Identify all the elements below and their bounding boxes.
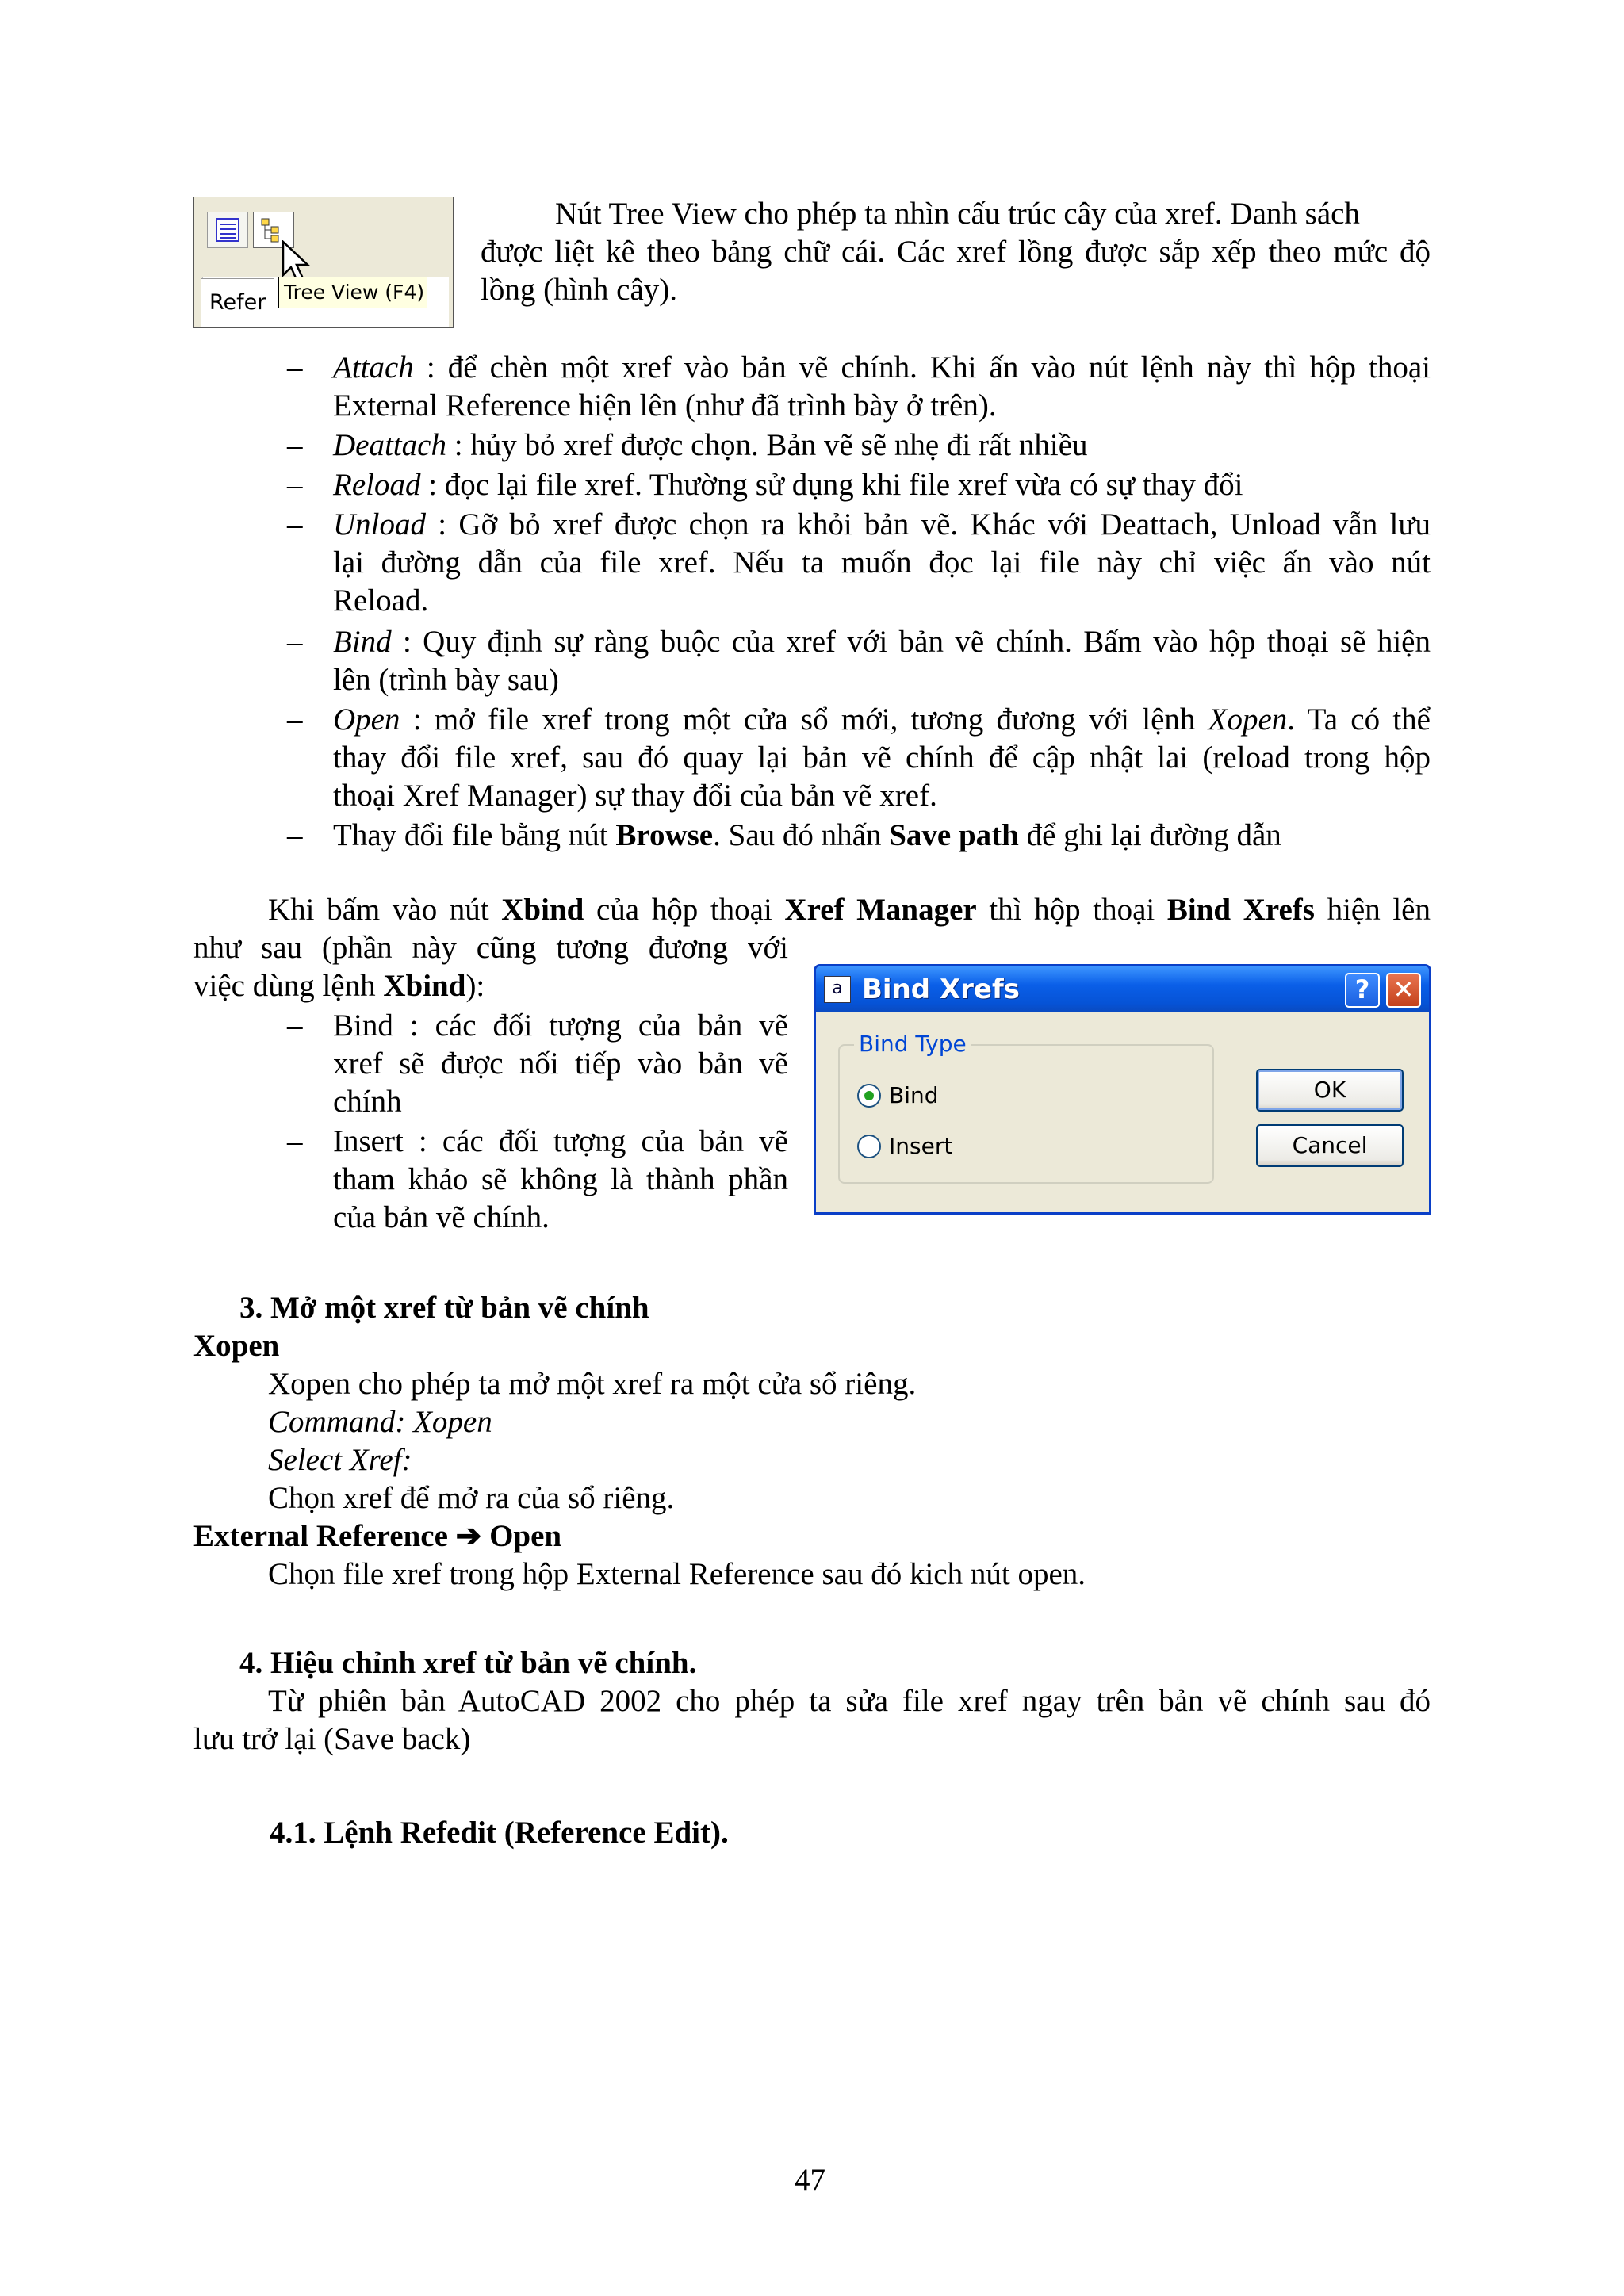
section-4-line-2: lưu trở lại (Save back) [193,1722,471,1756]
close-button[interactable]: ✕ [1386,973,1421,1008]
tab-references[interactable]: Refer [201,278,274,327]
intro-line-2: được liệt kê theo bảng chữ cái. Các xref lồng được sắp xếp theo mức độ [481,235,1431,269]
bind-radio-label[interactable]: Bind [889,1082,939,1108]
dialog-title: Bind Xrefs [862,974,1021,1005]
xopen-label: Xopen [193,1329,280,1363]
dialog-titlebar[interactable] [816,966,1429,1012]
xbind-para-line-3: việc dùng lệnh Xbind): [193,969,485,1003]
bullet-unload: Unload : Gỡ bỏ xref được chọn ra khỏi bản vẽ. Khác với Deattach, Unload vẫn lưu [333,507,1431,541]
tree-view-tooltip: Tree View (F4) [278,277,427,308]
bind-xrefs-dialog [814,964,1431,1215]
bullet-open: Open : mở file xref trong một cửa sổ mới, tương đương với lệnh Xopen. Ta có thể [333,702,1431,737]
bind-radio[interactable] [857,1084,881,1108]
intro-line-3: lồng (hình cây). [481,273,678,307]
bullet-reload: Reload : đọc lại file xref. Thường sử dụng khi file xref vừa có sự thay đổi [333,468,1243,502]
list-view-icon[interactable] [207,212,248,248]
xbind-para-line-1: Khi bấm vào nút Xbind của hộp thoại Xref Manager thì hộp thoại Bind Xrefs hiện lên [268,893,1431,927]
option-insert: Insert : các đối tượng của bản vẽ [333,1124,788,1158]
radio-selected-dot [864,1091,874,1100]
bind-type-label: Bind Type [854,1030,971,1058]
bullet-attach: Attach : để chèn một xref vào bản vẽ chính. Khi ấn vào nút lệnh này thì hộp thoại [333,350,1431,385]
xbind-para-line-2: như sau (phần này cũng tương đương với [193,931,788,965]
bullet-browse: Thay đổi file bằng nút Browse. Sau đó nhấn Save path để ghi lại đường dẫn [333,818,1281,852]
external-reference-desc: Chọn file xref trong hộp External Reference sau đó kich nút open. [268,1557,1086,1591]
intro-line-1: Nút Tree View cho phép ta nhìn cấu trúc cây của xref. Danh sách [555,197,1360,231]
ok-button[interactable]: OK [1256,1069,1404,1112]
cancel-button[interactable]: Cancel [1256,1124,1404,1167]
section-3-heading: 3. Mở một xref từ bản vẽ chính [239,1291,649,1325]
help-button[interactable]: ? [1345,973,1380,1008]
tree-view-screenshot [193,197,454,328]
bind-type-group [838,1044,1214,1184]
command-line: Command: Xopen [268,1405,492,1439]
arrow-icon: ➔ [455,1519,482,1553]
external-reference-open: External Reference ➔ Open [193,1519,562,1553]
select-xref-line: Select Xref: [268,1443,412,1477]
bullet-deattach: Deattach : hủy bỏ xref được chọn. Bản vẽ sẽ nhẹ đi rất nhiều [333,428,1088,462]
bullet-bind: Bind : Quy định sự ràng buộc của xref với bản vẽ chính. Bấm vào hộp thoại sẽ hiện [333,625,1431,659]
page-number: 47 [795,2163,825,2197]
insert-radio-label[interactable]: Insert [889,1133,953,1159]
section-4-line-1: Từ phiên bản AutoCAD 2002 cho phép ta sửa file xref ngay trên bản vẽ chính sau đó [268,1684,1431,1718]
section-4-heading: 4. Hiệu chỉnh xref từ bản vẽ chính. [239,1646,697,1680]
section-4-1-heading: 4.1. Lệnh Refedit (Reference Edit). [270,1816,729,1850]
dialog-app-icon: a [824,976,851,1003]
insert-radio[interactable] [857,1135,881,1158]
choose-xref-line: Chọn xref để mở ra của sổ riêng. [268,1481,675,1515]
xopen-desc: Xopen cho phép ta mở một xref ra một cửa sổ riêng. [268,1367,917,1401]
option-bind: Bind : các đối tượng của bản vẽ [333,1008,788,1043]
